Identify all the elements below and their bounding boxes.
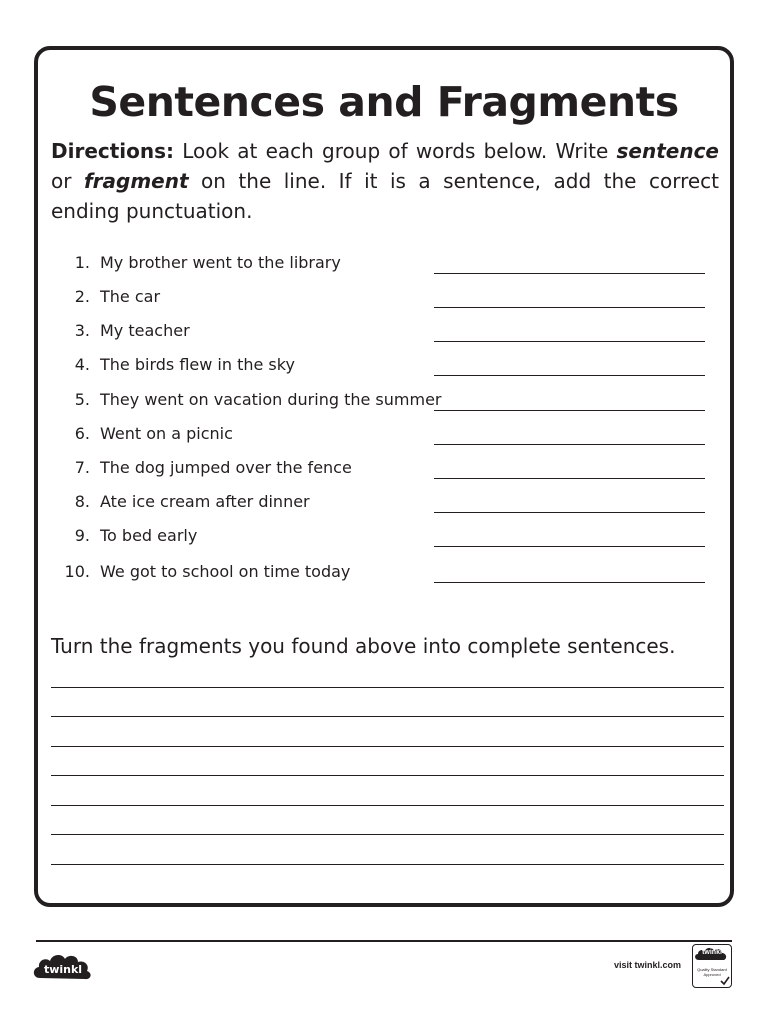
question-text: We got to school on time today <box>100 562 351 581</box>
question-row <box>38 253 730 277</box>
question-row <box>38 321 730 345</box>
writing-line[interactable] <box>51 864 724 865</box>
question-text: My teacher <box>100 321 190 340</box>
question-number: 4. <box>74 355 90 374</box>
question-number: 8. <box>74 492 90 511</box>
answer-line[interactable] <box>434 444 705 445</box>
question-number: 2. <box>74 287 90 306</box>
question-number: 9. <box>74 526 90 545</box>
answer-line[interactable] <box>434 341 705 342</box>
logo-text: twinkl <box>43 963 83 976</box>
directions-text-3: on the line. If it is a sentence, add the correct ending punctuation. <box>51 169 719 223</box>
writing-line[interactable] <box>51 834 724 835</box>
question-row <box>38 562 730 586</box>
writing-line[interactable] <box>51 775 724 776</box>
worksheet-frame <box>34 46 734 907</box>
cloud-logo-icon <box>30 948 96 984</box>
question-text: The birds flew in the sky <box>100 355 295 374</box>
directions-text-2: or <box>51 169 84 193</box>
question-number: 5. <box>74 390 90 409</box>
question-row <box>38 424 730 448</box>
question-row <box>38 355 730 379</box>
twinkl-logo <box>30 948 96 984</box>
question-row <box>38 390 730 414</box>
question-number: 3. <box>74 321 90 340</box>
visit-link[interactable]: visit twinkl.com <box>614 960 682 970</box>
question-number: 1. <box>74 253 90 272</box>
directions-word-sentence: sentence <box>616 139 719 163</box>
quality-badge <box>692 944 732 988</box>
writing-line[interactable] <box>51 805 724 806</box>
question-text: Ate ice cream after dinner <box>100 492 310 511</box>
answer-line[interactable] <box>434 512 705 513</box>
question-number: 7. <box>74 458 90 477</box>
answer-line[interactable] <box>434 307 705 308</box>
question-row <box>38 526 730 550</box>
answer-line[interactable] <box>434 546 705 547</box>
rewrite-prompt: Turn the fragments you found above into complete sentences. <box>51 634 676 658</box>
footer-rule <box>36 940 732 942</box>
directions <box>51 136 719 226</box>
directions-word-fragment: fragment <box>83 169 189 193</box>
question-number: 10. <box>64 562 90 581</box>
writing-line[interactable] <box>51 687 724 688</box>
badge-brand: twinkl <box>702 949 722 956</box>
writing-line[interactable] <box>51 746 724 747</box>
question-row <box>38 287 730 311</box>
answer-line[interactable] <box>434 375 705 376</box>
answer-line[interactable] <box>434 273 705 274</box>
badge-text: Quality Standard Approved <box>697 967 727 977</box>
writing-line[interactable] <box>51 716 724 717</box>
question-text: My brother went to the library <box>100 253 341 272</box>
directions-lead: Directions: <box>51 139 175 163</box>
question-row <box>38 458 730 482</box>
question-row <box>38 492 730 516</box>
answer-line[interactable] <box>434 582 705 583</box>
question-text: The dog jumped over the fence <box>100 458 352 477</box>
question-text: To bed early <box>100 526 198 545</box>
checkmark-icon <box>720 976 730 986</box>
page-title: Sentences and Fragments <box>89 78 679 126</box>
answer-line[interactable] <box>434 410 705 411</box>
answer-line[interactable] <box>434 478 705 479</box>
question-text: They went on vacation during the summer <box>100 390 442 409</box>
directions-text-1: Look at each group of words below. Write <box>174 139 617 163</box>
question-number: 6. <box>74 424 90 443</box>
question-text: The car <box>100 287 161 306</box>
question-text: Went on a picnic <box>100 424 233 443</box>
